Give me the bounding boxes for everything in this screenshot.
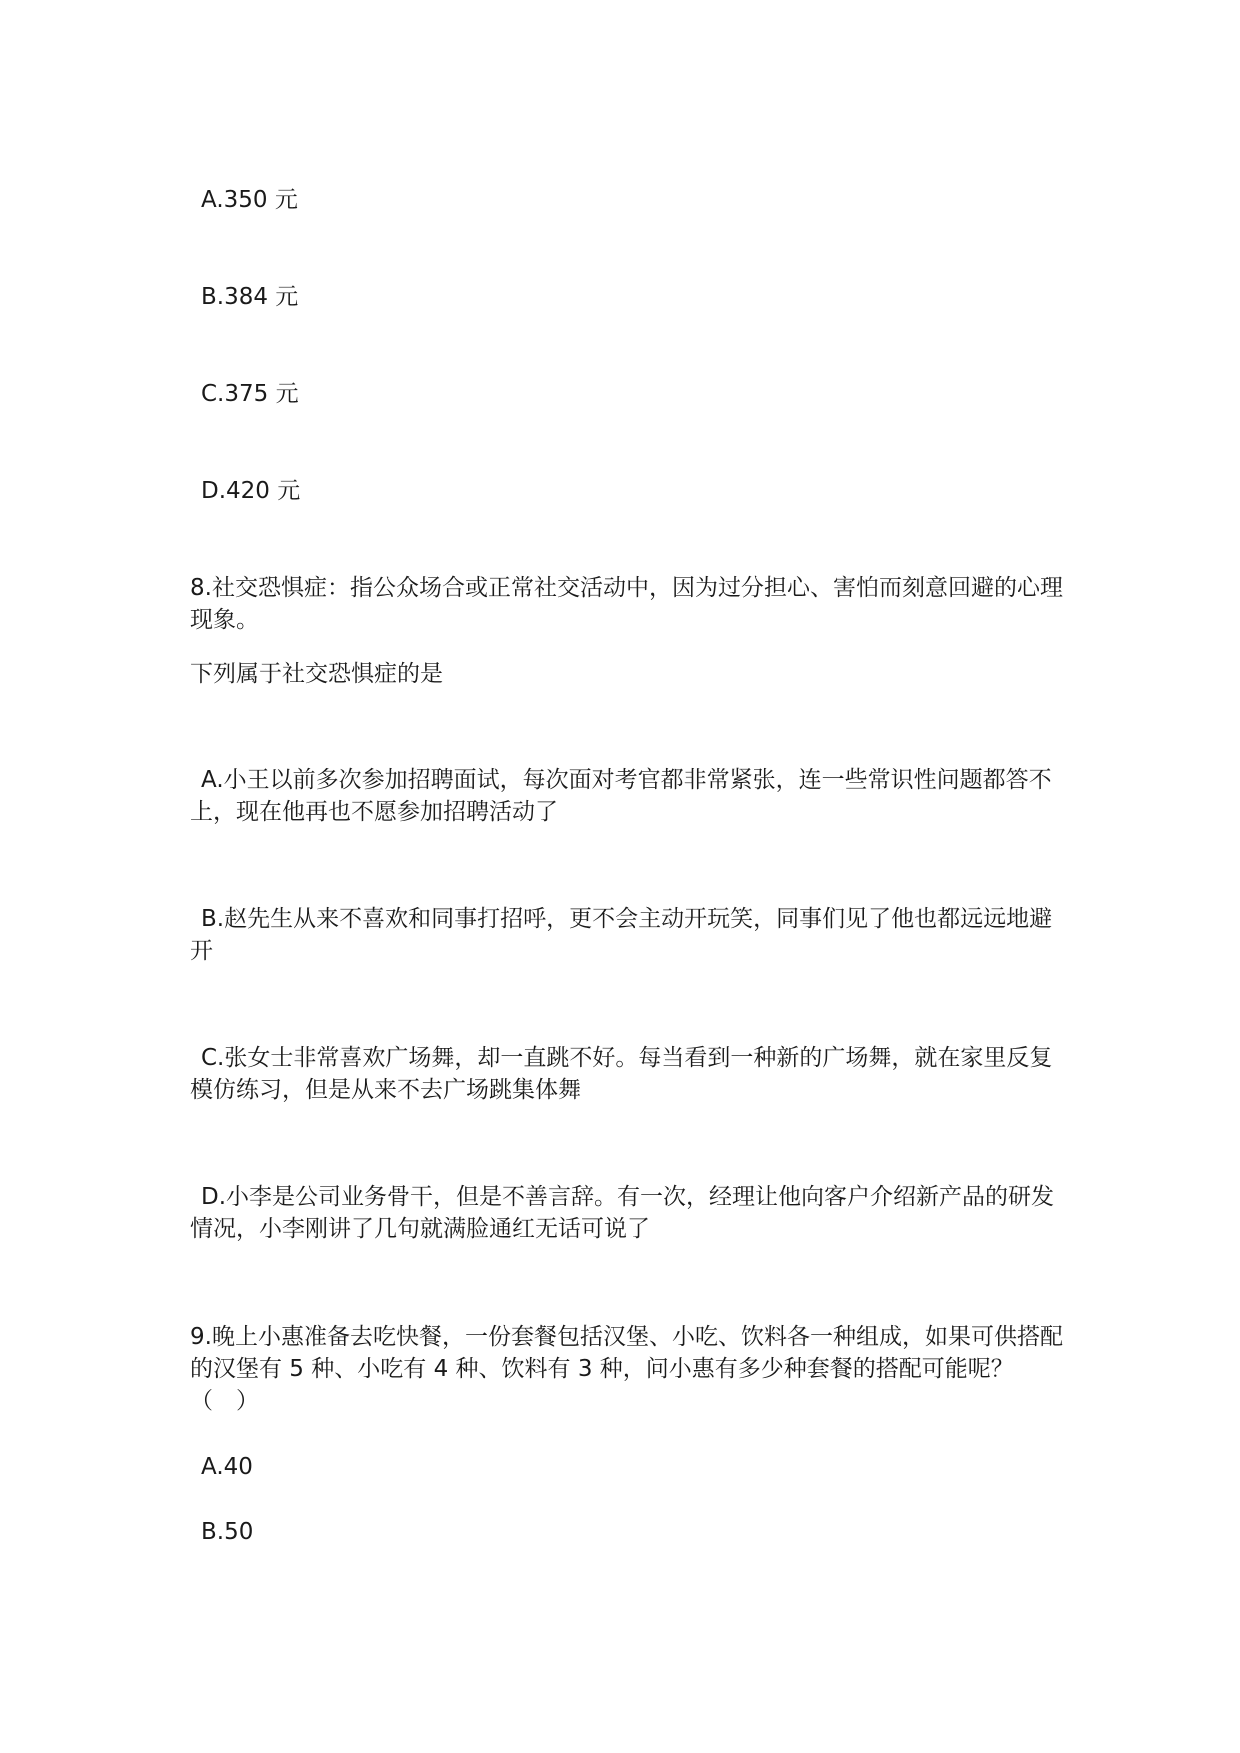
q9-stem: 9.晚上小惠准备去吃快餐，一份套餐包括汉堡、小吃、饮料各一种组成，如果可供搭配的汉堡有 5 种、小吃有 4 种、饮料有 3 种，问小惠有多少种套餐的搭配可能呢？（ ） [190, 1324, 1063, 1414]
q9-option-b: B.50 [201, 1519, 254, 1545]
q7-option-d: D.420 元 [201, 478, 301, 504]
q7-option-b: B.384 元 [201, 284, 299, 310]
q8-option-b: B.赵先生从来不喜欢和同事打招呼，更不会主动开玩笑，同事们见了他也都远远地避开 [190, 906, 1053, 964]
q8-option-a: A.小王以前多次参加招聘面试，每次面对考官都非常紧张，连一些常识性问题都答不上，现在他再也不愿参加招聘活动了 [190, 767, 1052, 825]
q8-stem: 8.社交恐惧症：指公众场合或正常社交活动中，因为过分担心、害怕而刻意回避的心理现象。 [190, 575, 1063, 633]
q8-option-c: C.张女士非常喜欢广场舞，却一直跳不好。每当看到一种新的广场舞，就在家里反复模仿练习，但是从来不去广场跳集体舞 [190, 1045, 1053, 1103]
q8-option-d: D.小李是公司业务骨干，但是不善言辞。有一次，经理让他向客户介绍新产品的研发情况，小李刚讲了几句就满脸通红无话可说了 [190, 1184, 1055, 1242]
q9-option-a: A.40 [201, 1454, 253, 1480]
q7-option-a: A.350 元 [201, 187, 298, 213]
q8-question: 下列属于社交恐惧症的是 [190, 661, 443, 687]
q7-option-c: C.375 元 [201, 381, 299, 407]
